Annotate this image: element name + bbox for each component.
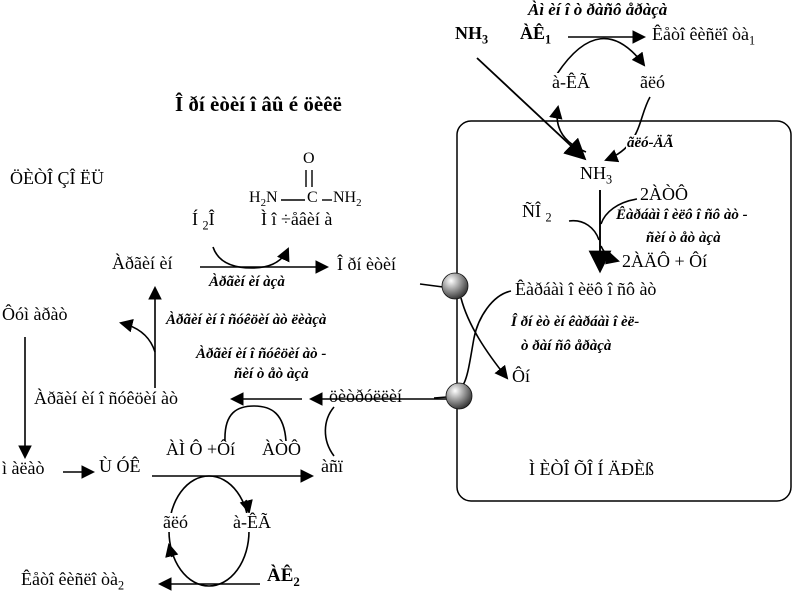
fn-mito-label: Ôí (512, 366, 530, 386)
glu-top-label: ãëó (640, 72, 665, 92)
ornithine-transporter-ball (442, 273, 468, 299)
urea-oxygen: O (303, 150, 315, 167)
co2-label: ÑÎ $_2$ (522, 201, 552, 225)
line-ornithine-transporter (420, 284, 443, 287)
citrulline-label: öèòðóëëèí (329, 386, 402, 406)
h2o-label: Í $_2$Î (192, 209, 215, 233)
mitochondria-label: Ì ÈÒÎ ÕÎ Í ÄÐÈß (529, 459, 654, 479)
urea-name-label: Ì î ÷åâèí à (261, 209, 333, 229)
arc-ornithine-to-reaction (461, 298, 507, 378)
cps-enzyme-line2: ñèí ò åò àçà (646, 230, 721, 246)
malate-label: ì àëàò (2, 458, 45, 478)
asp-label: àñï (321, 456, 343, 476)
2atp-label: 2ÀÒÔ (640, 184, 688, 204)
urea-carbon: C (307, 189, 318, 206)
oaa-label: Ù ÓÊ (99, 456, 141, 476)
arc-atp-amp (225, 406, 286, 441)
arc-asp-in (325, 407, 334, 456)
aminotransferase-label: Àì èí î ò ðàñô åðàçà (528, 0, 668, 19)
otc-enzyme-line1: Î ðí èò èí êàðáàì î èë- (511, 314, 640, 330)
cps-enzyme-line1: Êàðáàì î èëô î ñô àò - (616, 207, 748, 223)
fumarate-label: Ôóì àðàò (2, 304, 68, 324)
otc-enzyme-line2: ò ðàí ñô åðàçà (521, 338, 612, 354)
citrulline-transporter-ball (446, 383, 472, 409)
ketoacid2-label: Êåòî êèñëî $òà_2$ (21, 569, 125, 593)
ornithine-label: Î ðí èòèí (337, 254, 396, 274)
amp-fn-label: ÀÌ Ô +Ôí (166, 439, 236, 459)
arc-h2o-urea (213, 247, 288, 268)
glu-dg-label: ãëó-ÄÃ (627, 135, 674, 151)
arc-co2-in (569, 221, 599, 240)
urea-h2n: $H_2N$ (249, 189, 278, 210)
ass-enzyme-line1: Àðãèí èí î ñóêöèí àò - (196, 346, 327, 362)
urea-nh2: $NH_2$ (333, 189, 362, 210)
carbamoyl-phosphate-label: Êàðáàì î èëô î ñô àò (515, 279, 657, 299)
line-citrulline-transporter (434, 397, 447, 398)
ass-enzyme-line2: ñèí ò åò àçà (234, 366, 309, 382)
atp-label: ÀÒÔ (262, 439, 301, 459)
ak1-label: $ÀÊ_1$ (520, 23, 552, 47)
glu-bottom-label: ãëó (163, 512, 188, 532)
arc-akg-glu-top (557, 39, 644, 74)
arc-carbamoyl-to-citrulline (463, 291, 511, 385)
arc-fumarate-out (121, 323, 155, 352)
arc-2adp-out (601, 246, 618, 261)
nh3-mito-label: $NH_3$ (580, 163, 613, 187)
asl-enzyme-label: Àðãèí èí î ñóêöèí àò ëèàçà (166, 312, 327, 328)
mitochondrion-outline (457, 121, 791, 501)
ak2-label: $ÀÊ_2$ (267, 565, 300, 589)
akg-top-label: à-ÊÃ (552, 72, 590, 92)
akg-bottom-label: à-ÊÃ (233, 512, 271, 532)
nh3-top-label: $NH_3$ (455, 23, 489, 47)
ketoacid1-label: Êåòî êèñëî $òà_1$ (652, 24, 756, 48)
cytosol-label: ÖÈÒÎ ÇÎ ËÜ (10, 168, 104, 188)
argininosuccinate-label: Àðãèí èí î ñóêöèí àò (34, 388, 178, 408)
page-title: Î ðí èòèí î âû é öèêë (175, 92, 342, 116)
arginase-label: Àðãèí èí àçà (209, 274, 285, 290)
arginine-label: Àðãèí èí (112, 253, 173, 273)
2adp-fn-label: 2ÀÄÔ + Ôí (622, 251, 708, 271)
